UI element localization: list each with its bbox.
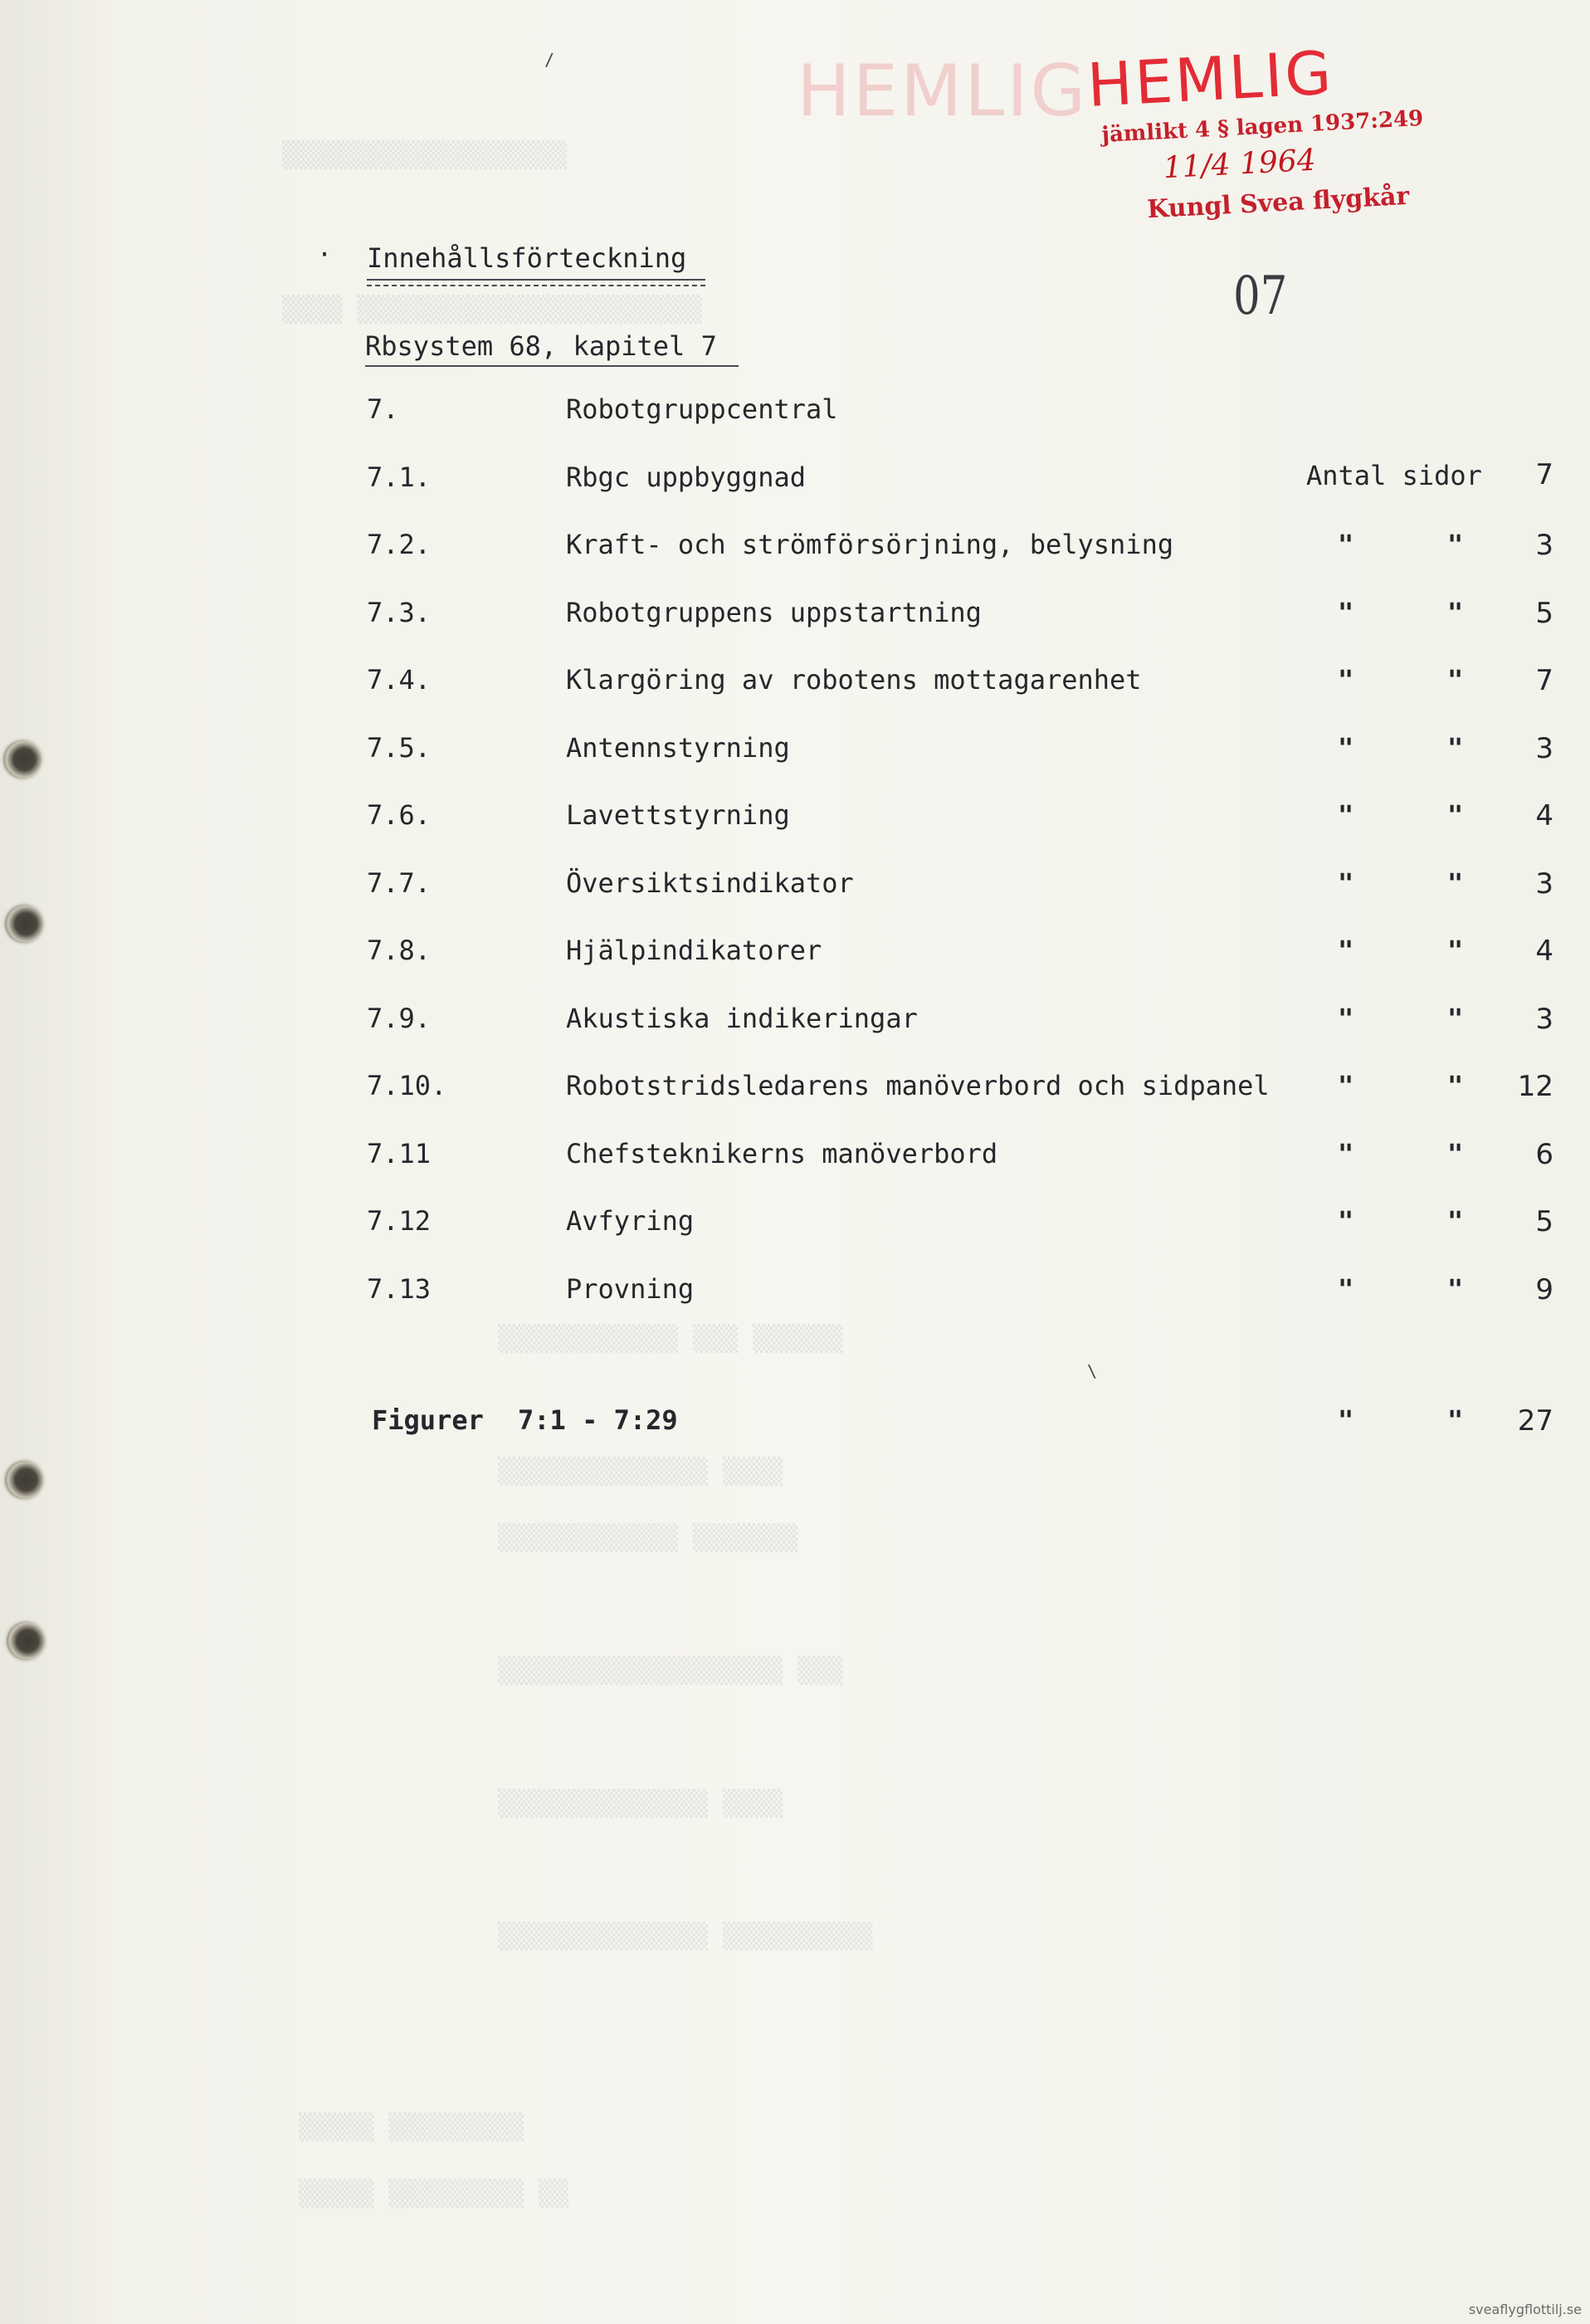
toc-entry-title: Klargöring av robotens mottagarenhet — [566, 664, 1142, 696]
toc-entry-page-count: 5 — [1535, 597, 1553, 630]
toc-entry-title: Hjälpindikatorer — [566, 935, 822, 966]
toc-entry-number: 7.12 — [367, 1205, 432, 1237]
toc-entry — [0, 732, 1590, 782]
toc-entry — [0, 393, 1590, 443]
bleed-through-text: ▒▒▒▒▒▒▒▒▒▒▒▒▒▒▒▒▒▒▒ ▒▒▒ — [498, 1657, 843, 1686]
bullet-mark: · — [317, 241, 333, 270]
toc-entry-page-count: 3 — [1535, 1003, 1553, 1036]
ink-speck: / — [544, 50, 555, 70]
ditto-mark: " — [1447, 529, 1464, 560]
toc-entry-title: Rbgc uppbyggnad — [566, 461, 806, 493]
toc-entry — [0, 461, 1590, 511]
toc-entry-number: 7.11 — [367, 1138, 432, 1169]
ditto-mark: " — [1338, 664, 1354, 696]
ditto-mark: " — [1338, 732, 1354, 764]
bleed-through-text: ▒▒▒▒▒▒▒▒▒▒▒▒▒▒ ▒▒▒▒ — [498, 1457, 783, 1487]
toc-entry-number: 7.9. — [367, 1003, 432, 1034]
toc-entry-page-count: 12 — [1517, 1070, 1553, 1103]
ditto-mark: " — [1447, 1404, 1464, 1436]
classification-stamp — [1074, 32, 1448, 242]
stamp-law-reference: jämlikt 4 § lagen 1937:249 — [1100, 105, 1424, 149]
bleed-through-text: ▒▒▒▒▒ ▒▒▒▒▒▒▒▒▒ — [299, 2113, 524, 2142]
ditto-mark: " — [1447, 867, 1464, 899]
ditto-mark: " — [1338, 1003, 1354, 1034]
toc-entry — [0, 867, 1590, 917]
stamp-date: 11/4 1964 — [1162, 143, 1317, 186]
stamp-bleed-through: HEMLIG — [797, 50, 1089, 133]
ditto-mark: " — [1447, 1070, 1464, 1101]
toc-entry-number: 7. — [367, 393, 399, 425]
toc-entry — [0, 597, 1590, 647]
bleed-through-text: ▒▒▒▒▒▒▒▒▒▒▒▒▒▒ ▒▒▒▒▒▒▒▒▒▒ — [498, 1922, 873, 1951]
document-number: 07 — [1233, 266, 1288, 327]
bleed-through-text: ▒▒▒▒▒▒▒▒▒▒▒▒▒▒▒▒▒▒▒ — [282, 141, 568, 170]
toc-entry-title: Provning — [566, 1273, 695, 1305]
column-header: Antal sidor — [1306, 460, 1482, 491]
bleed-through-text: ▒▒▒▒▒▒▒▒▒▒▒▒ ▒▒▒▒▒▒▒ — [498, 1524, 798, 1553]
ditto-mark: " — [1338, 1273, 1354, 1305]
toc-entry-title: Lavettstyrning — [566, 799, 790, 831]
ditto-mark: " — [1447, 1003, 1464, 1034]
ditto-mark: " — [1447, 935, 1464, 966]
ditto-mark: " — [1447, 1273, 1464, 1305]
bleed-through-text: ▒▒▒▒ ▒▒▒▒▒▒▒▒▒▒▒▒▒▒▒▒▒▒▒▒▒▒▒ — [282, 295, 702, 325]
bleed-through-text: ▒▒▒▒▒▒▒▒▒▒▒▒▒▒ ▒▒▒▒ — [498, 1789, 783, 1819]
ditto-mark: " — [1447, 1205, 1464, 1237]
toc-entry-page-count: 6 — [1535, 1138, 1553, 1171]
toc-entry-title: Översiktsindikator — [566, 867, 854, 899]
toc-entry — [0, 1205, 1590, 1255]
toc-entry-title: Avfyring — [566, 1205, 695, 1237]
bleed-through-text: ▒▒▒▒▒▒▒▒▒▒▒▒ ▒▒▒ ▒▒▒▒▒▒ — [498, 1325, 843, 1354]
figures-count: 27 — [1517, 1404, 1553, 1438]
toc-entry-number: 7.7. — [367, 867, 432, 899]
title-underline — [367, 279, 705, 281]
toc-entry-title: Robotgruppcentral — [566, 393, 838, 425]
page-subtitle: Rbsystem 68, kapitel 7 — [365, 330, 717, 362]
toc-entry — [0, 1273, 1590, 1323]
bleed-through-text: ▒▒▒▒▒ ▒▒▒▒▒▒▒▒▒ ▒▒ — [299, 2180, 569, 2209]
toc-entry-page-count: 3 — [1535, 529, 1553, 562]
punch-hole — [5, 1461, 43, 1499]
toc-entry-number: 7.3. — [367, 597, 432, 628]
toc-entry-number: 7.4. — [367, 664, 432, 696]
figures-row — [0, 1404, 1590, 1454]
ditto-mark: " — [1338, 799, 1354, 831]
toc-entry-number: 7.2. — [367, 529, 432, 560]
toc-entry — [0, 1138, 1590, 1188]
toc-entry-page-count: 4 — [1535, 799, 1553, 832]
figures-label: Figurer — [372, 1404, 484, 1436]
toc-entry — [0, 1070, 1590, 1120]
ink-speck: \ — [1087, 1361, 1098, 1381]
toc-entry — [0, 935, 1590, 984]
toc-entry-number: 7.6. — [367, 799, 432, 831]
toc-entry-title: Akustiska indikeringar — [566, 1003, 918, 1034]
toc-entry-number: 7.8. — [367, 935, 432, 966]
ditto-mark: " — [1338, 529, 1354, 560]
title-double-underline — [367, 285, 705, 286]
site-watermark: sveaflygflottilj.se — [1468, 2302, 1582, 2317]
toc-entry-page-count: 3 — [1535, 867, 1553, 901]
ditto-mark: " — [1338, 1205, 1354, 1237]
subtitle-underline — [365, 365, 739, 367]
ditto-mark: " — [1338, 867, 1354, 899]
toc-entry — [0, 799, 1590, 849]
figures-range: 7:1 - 7:29 — [518, 1404, 678, 1436]
punch-hole — [7, 1622, 45, 1660]
ditto-mark: " — [1338, 1138, 1354, 1169]
toc-entry-title: Antennstyrning — [566, 732, 790, 764]
ditto-mark: " — [1338, 597, 1354, 628]
ditto-mark: " — [1447, 597, 1464, 628]
page-title: Innehållsförteckning — [367, 242, 687, 274]
toc-entry-page-count: 9 — [1535, 1273, 1553, 1306]
toc-entry-number: 7.1. — [367, 461, 432, 493]
toc-entry-number: 7.5. — [367, 732, 432, 764]
toc-entry-number: 7.13 — [367, 1273, 432, 1305]
toc-entry-page-count: 4 — [1535, 935, 1553, 968]
toc-entry-number: 7.10. — [367, 1070, 447, 1101]
ditto-mark: " — [1338, 1404, 1354, 1436]
toc-entry — [0, 664, 1590, 714]
toc-entry-title: Kraft- och strömförsörjning, belysning — [566, 529, 1174, 560]
toc-entry-title: Robotstridsledarens manöverbord och sidpanel — [566, 1070, 1270, 1101]
toc-entry — [0, 1003, 1590, 1052]
toc-entry-page-count: 5 — [1535, 1205, 1553, 1238]
ditto-mark: " — [1447, 1138, 1464, 1169]
toc-entry-title: Chefsteknikerns manöverbord — [566, 1138, 998, 1169]
toc-entry — [0, 529, 1590, 579]
toc-entry-page-count: 7 — [1535, 664, 1553, 697]
toc-entry-title: Robotgruppens uppstartning — [566, 597, 982, 628]
column-header-count: 7 — [1535, 458, 1553, 491]
stamp-title: HEMLIG — [1085, 37, 1336, 120]
toc-entry-page-count: 3 — [1535, 732, 1553, 765]
ditto-mark: " — [1338, 1070, 1354, 1101]
ditto-mark: " — [1447, 664, 1464, 696]
ditto-mark: " — [1447, 732, 1464, 764]
stamp-authority: Kungl Svea flygkår — [1146, 181, 1411, 225]
ditto-mark: " — [1338, 935, 1354, 966]
ditto-mark: " — [1447, 799, 1464, 831]
